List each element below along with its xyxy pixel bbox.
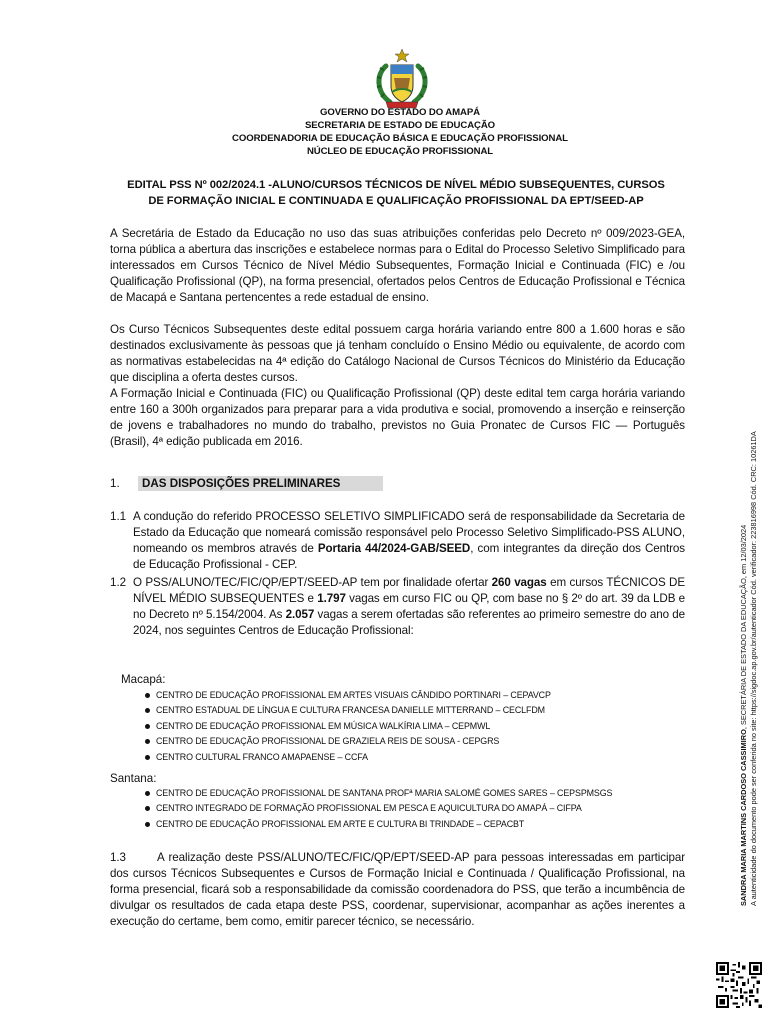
header-government: GOVERNO DO ESTADO DO AMAPÁ [320,107,480,118]
list-item: CENTRO DE EDUCAÇÃO PROFISSIONAL EM ARTE E CULTURA BI TRINDADE – CEPACBT [142,817,612,832]
intro-paragraph-3: A Formação Inicial e Continuada (FIC) ou Qualificação Profissional (QP) deste edital tem carga horária variando entre 160 a 300h organizados para preparar para a vida produtiva e social, promovendo a inserção e reinserção de jovens e trabalhadores no mundo do trabalho, previstos no Guia Pronatec de Cursos FIC — Português (Brasil), 4ª edição publicada em 2016. [110,387,685,448]
list-item: CENTRO ESTADUAL DE LÍNGUA E CULTURA FRANCESA DANIELLE MITTERRAND – CECLFDM [142,703,551,718]
city-label-santana: Santana: [110,772,157,785]
list-item: CENTRO INTEGRADO DE FORMAÇÃO PROFISSIONAL EM PESCA E AQUICULTURA DO AMAPÁ – CIFPA [142,801,612,816]
document-title-line2: DE FORMAÇÃO INICIAL E CONTINUADA E QUALIFICAÇÃO PROFISSIONAL DA EPT/SEED-AP [148,195,644,207]
portaria-reference: Portaria 44/2024-GAB/SEED [317,542,471,555]
item-number-1-3: 1.3 [110,851,126,864]
section-heading: DAS DISPOSIÇÕES PRELIMINARES [138,476,383,491]
section-number: 1. [110,477,120,490]
item-text-1-2: O PSS/ALUNO/TEC/FIC/QP/EPT/SEED-AP tem por finalidade ofertar 260 vagas em cursos TÉCNICOS DE NÍVEL MÉDIO SUBSEQUENTES e 1.797 vagas em curso FIC ou QP, com base no § 2º do art. 39 da LDB e no Decreto nº 5.154/2004. As 2.057 vagas a serem ofertadas são referentes ao primeiro semestre do ano de 2024, nos seguintes Centros de Educação Profissional: [133,576,686,637]
qr-code-icon[interactable] [716,962,762,1008]
authenticity-note: A autenticidade do documento pode ser conferida no site: https://sigdoc.ap.gov.br/autenticador Cód. verificador: 223816998 Cód. CRC: 10261DA [749,431,758,906]
list-item: CENTRO DE EDUCAÇÃO PROFISSIONAL DE SANTANA PROFª MARIA SALOMÉ GOMES SARES – CEPSPMSGS [142,786,612,801]
list-item: CENTRO DE EDUCAÇÃO PROFISSIONAL EM ARTES VISUAIS CÂNDIDO PORTINARI – CEPAVCP [142,688,551,703]
intro-paragraph-1: A Secretária de Estado da Educação no uso das suas atribuições conferidas pelo Decreto nº 009/2023-GEA, torna pública a abertura das inscrições e estabelece normas para o Edital do Processo Seletivo Simplificado para interessados em Cursos Técnico de Nível Médio Subsequentes, Formação Inicial e Continuada (FIC) e /ou Qualificação Profissional (QP), na forma presencial, ofertados pelos Centros de Educação Profissional e Técnica de Macapá e Santana pertencentes a rede estadual de ensino. [110,227,685,304]
item-text-1-1: A condução do referido PROCESSO SELETIVO SIMPLIFICADO será de responsabilidade da Secretaria de Estado da Educação que nomeará comissão responsável pelo Processo Seletivo Simplificado-PSS ALUNO, nomeando os membros através de Portaria 44/2024-GAB/SEED, com integrantes da direção dos Centros de Educação Profissional - CEP. [133,510,685,571]
macapa-center-list [142,688,551,765]
header-secretariat: SECRETARIA DE ESTADO DE EDUCAÇÃO [304,120,496,131]
item-number-1-2: 1.2 [110,576,127,589]
amapa-state-crest-icon [372,48,432,110]
santana-center-list [142,786,612,832]
list-item: CENTRO DE EDUCAÇÃO PROFISSIONAL EM MÚSICA WALKÍRIA LIMA – CEPMWL [142,719,551,734]
item-number-1-1: 1.1 [110,510,127,523]
intro-paragraph-2: Os Curso Técnicos Subsequentes deste edital possuem carga horária variando entre 800 a 1.600 horas e são destinados exclusivamente às pessoas que já tenham concluído o Ensino Médio ou equivalente, de acordo com as normativas estabelecidas na 4ª edição do Catálogo Nacional de Cursos Técnicos do Ministério da Educação que disciplina a oferta destes cursos. [110,323,685,384]
signer-name: SANDRA MARIA MARTINS CARDOSO CASSIMIRO [739,729,748,906]
list-item: CENTRO CULTURAL FRANCO AMAPAENSE – CCFA [142,750,551,765]
item-text-1-3: 1.3 A realização deste PSS/ALUNO/TEC/FIC/QP/EPT/SEED-AP para pessoas interessadas em participar dos cursos Técnicos Subsequentes e Cursos de Formação Inicial e Continuada / Qualificação Profissional, na forma presencial, ficará sob a responsabilidade da comissão coordenadora do PSS, que terão a incumbência de divulgar os resultados de cada etapa deste PSS, coordenar, supervisionar, acompanhar as ações inerentes a execução do certame, bem como, emitir parecer técnico, se necessário. [110,851,685,928]
list-item: CENTRO DE EDUCAÇÃO PROFISSIONAL DE GRAZIELA REIS DE SOUSA - CEPGRS [142,734,551,749]
signature-line: SANDRA MARIA MARTINS CARDOSO CASSIMIRO, SECRETÁRIA DE ESTADO DA EDUCAÇÃO, em 12/03/2024 [739,524,748,906]
city-label-macapa: Macapá: [121,673,166,686]
document-title-line1: EDITAL PSS Nº 002/2024.1 -ALUNO/CURSOS TÉCNICOS DE NÍVEL MÉDIO SUBSEQUENTES, CURSOS [127,179,665,191]
header-coordination: COORDENADORIA DE EDUCAÇÃO BÁSICA E EDUCAÇÃO PROFISSIONAL [232,133,568,144]
header-nucleus: NÚCLEO DE EDUCAÇÃO PROFISSIONAL [306,146,494,157]
